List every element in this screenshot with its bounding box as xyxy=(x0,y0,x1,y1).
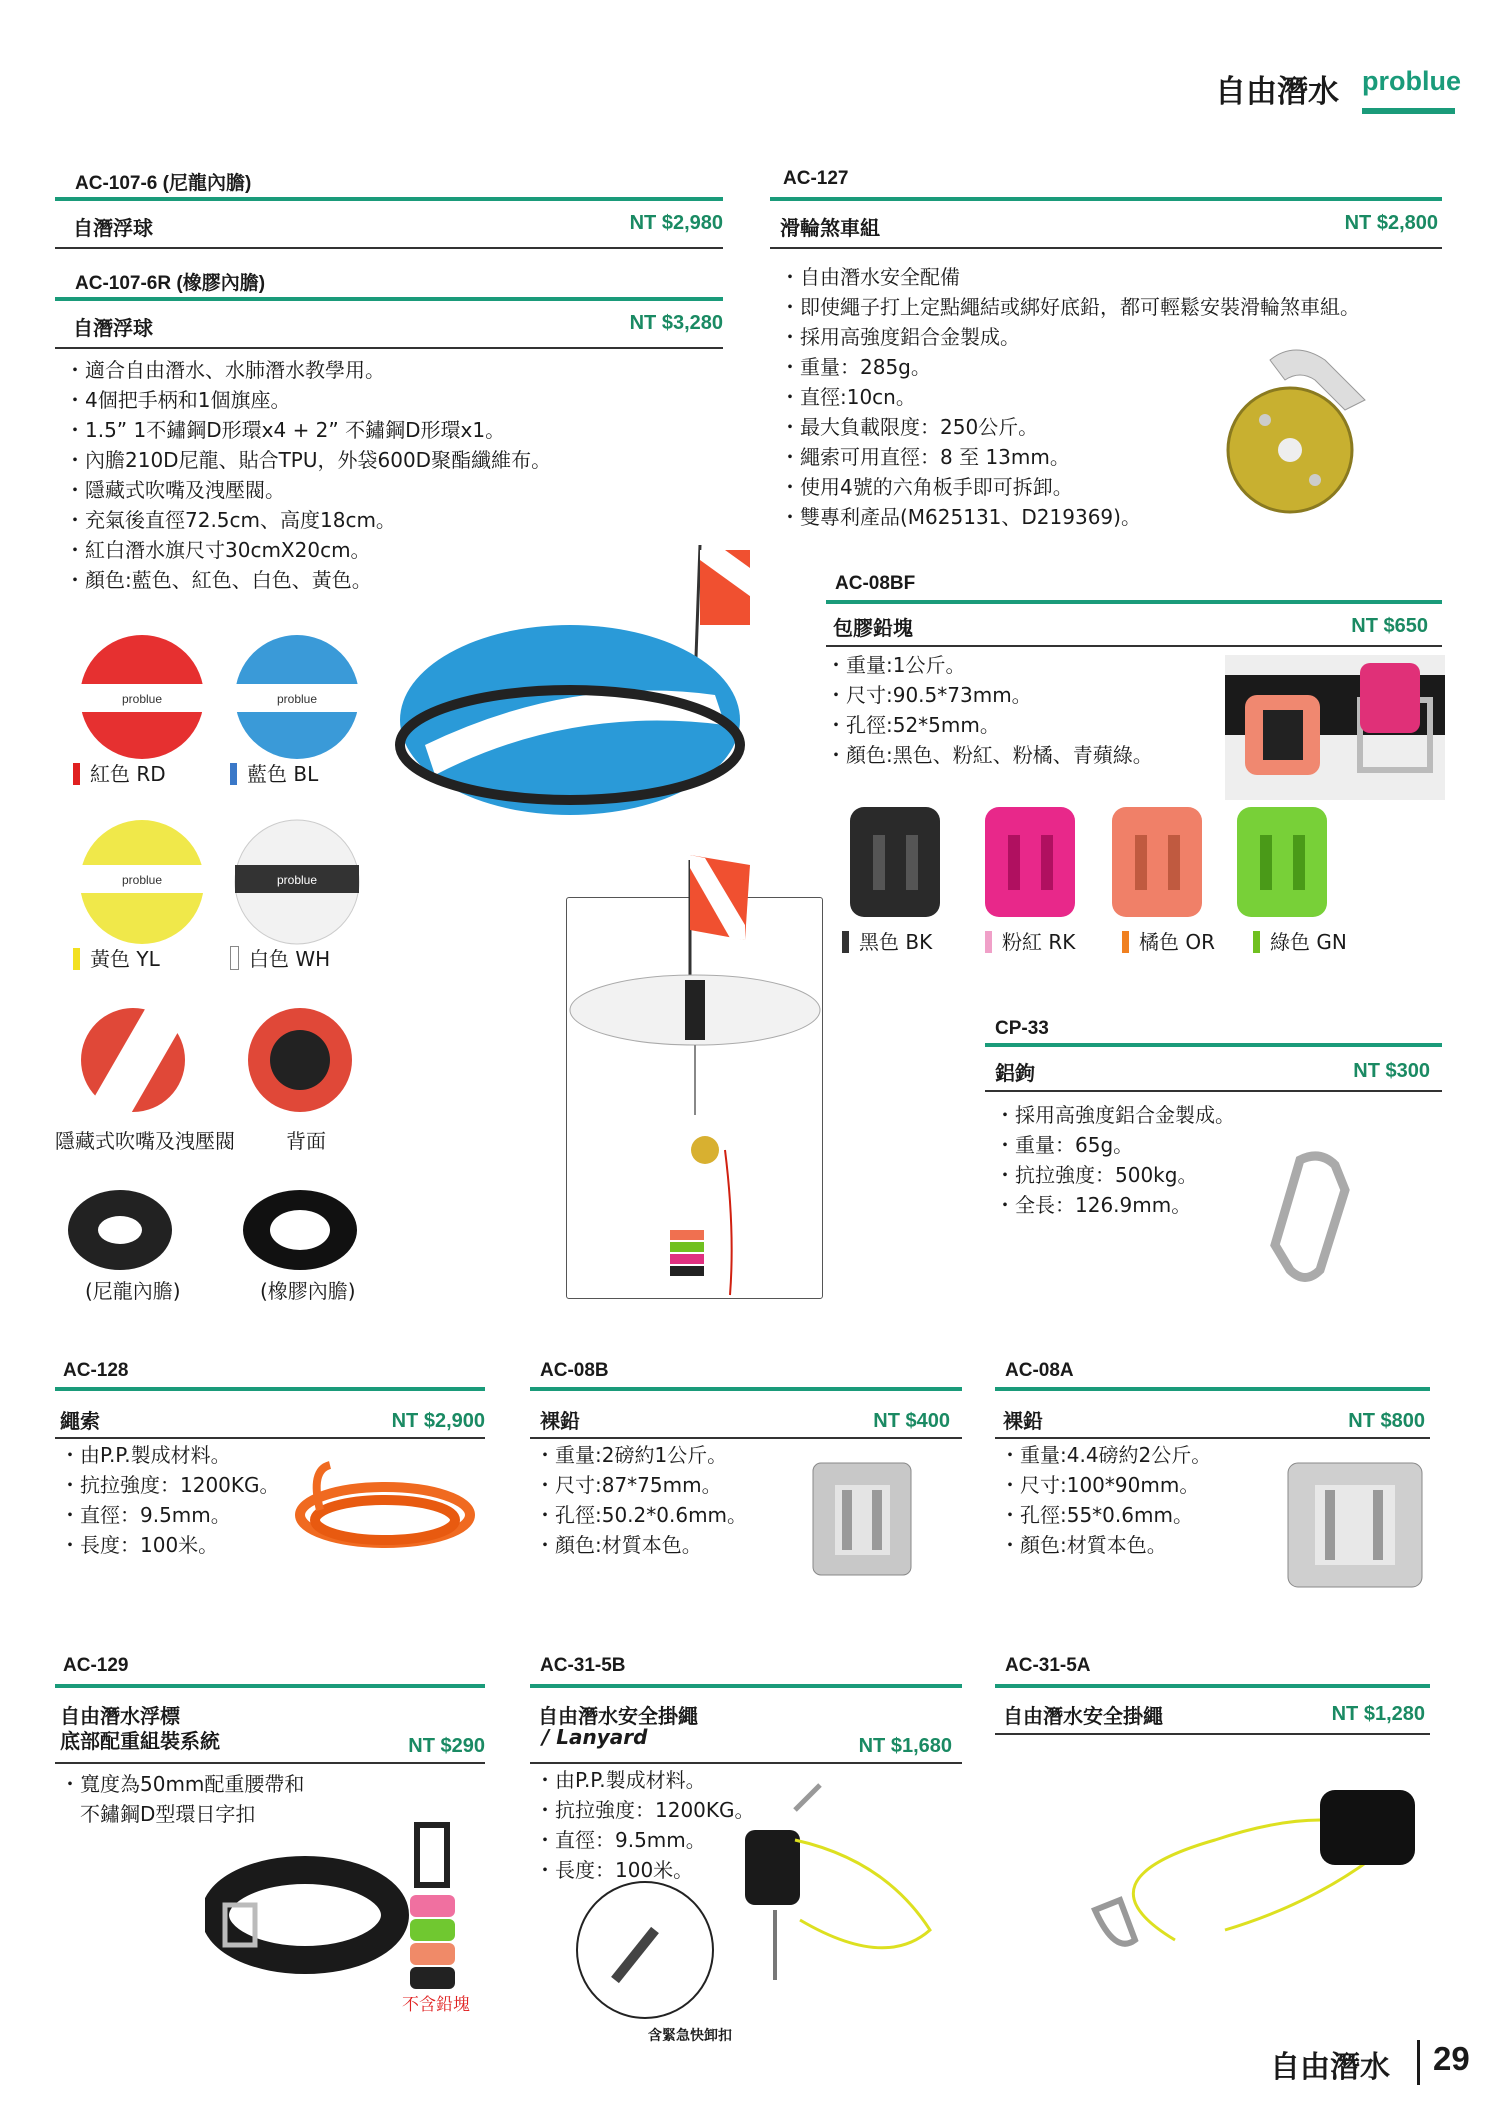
color-label-blue xyxy=(230,758,318,787)
product-code: AC-127 xyxy=(783,168,849,189)
spec-item: ・ 尺寸:87*75mm。 xyxy=(535,1470,747,1500)
note-no-weights: 不含鉛塊 xyxy=(402,1995,470,2015)
product-price: NT $1,680 xyxy=(858,1735,952,1757)
nylon-tube-image xyxy=(65,1185,175,1275)
product-name: 裸鉛 xyxy=(1003,1409,1043,1433)
product-name: 鋁鉤 xyxy=(995,1061,1035,1085)
divider xyxy=(826,600,1442,604)
caption-valve: 隱藏式吹嘴及洩壓閥 xyxy=(55,1129,235,1153)
color-label-text: 紅色 RD xyxy=(90,762,166,786)
spec-item: ・ 全長：126.9mm。 xyxy=(995,1190,1235,1220)
spec-item: ・ 由P.P.製成材料。 xyxy=(60,1440,280,1470)
product-code: AC-31-5B xyxy=(540,1655,626,1676)
weight-belt-image xyxy=(1225,655,1445,800)
spec-item: ・ 孔徑:50.2*0.6mm。 xyxy=(535,1500,747,1530)
spec-item: ・ 顏色:藍色、紅色、白色、黃色。 xyxy=(65,565,551,595)
spec-item: ・ 孔徑:55*0.6mm。 xyxy=(1000,1500,1211,1530)
footer-section-title: 自由潛水 xyxy=(1270,2050,1390,2085)
product-price: NT $2,900 xyxy=(391,1410,485,1432)
product-name: 自潛浮球 xyxy=(73,316,153,340)
divider xyxy=(55,1437,485,1439)
spec-item: ・ 直徑:10cn。 xyxy=(780,382,1360,412)
color-label-text: 黃色 YL xyxy=(90,947,160,971)
lead-weight-2lb-image xyxy=(810,1460,915,1580)
caption-nylon: (尼龍內膽) xyxy=(85,1279,181,1303)
color-label-text: 綠色 GN xyxy=(1270,930,1347,954)
caption-rubber: (橡膠內膽) xyxy=(260,1279,356,1303)
back-image xyxy=(245,1005,355,1115)
swatch xyxy=(1253,931,1260,953)
product-name: 包膠鉛塊 xyxy=(833,616,913,640)
product-price: NT $3,280 xyxy=(629,312,723,334)
spec-item: ・ 顏色:材質本色。 xyxy=(535,1530,747,1560)
caption-back: 背面 xyxy=(286,1129,326,1153)
color-label-text: 藍色 BL xyxy=(247,762,319,786)
color-label-text: 粉紅 RK xyxy=(1002,930,1076,954)
spec-item: ・ 1.5” 1不鏽鋼D形環x4 + 2” 不鏽鋼D形環x1。 xyxy=(65,415,551,445)
spec-item: ・ 隱藏式吹嘴及洩壓閥。 xyxy=(65,475,551,505)
float-white-image xyxy=(230,815,365,950)
spec-item: ・ 採用高強度鋁合金製成。 xyxy=(780,322,1360,352)
spec-item: ・ 重量:1公斤。 xyxy=(826,650,1153,680)
color-label-orange xyxy=(1122,926,1215,955)
divider xyxy=(55,1684,485,1688)
spec-item: ・ 抗拉強度：500kg。 xyxy=(995,1160,1235,1190)
color-label-text: 橘色 OR xyxy=(1139,930,1215,954)
product-price: NT $2,800 xyxy=(1344,212,1438,234)
product-code: AC-08A xyxy=(1005,1360,1074,1381)
spec-item: ・ 孔徑:52*5mm。 xyxy=(826,710,1153,740)
footer-separator xyxy=(1417,2040,1420,2085)
spec-list xyxy=(535,1440,747,1560)
spec-text: 寬度為50mm配重腰帶和 xyxy=(80,1772,305,1796)
product-code: AC-128 xyxy=(63,1360,129,1381)
spec-item: ・ 最大負載限度：250公斤。 xyxy=(780,412,1360,442)
color-label-pink xyxy=(985,926,1075,955)
weight-pink-image xyxy=(983,805,1078,920)
product-code: AC-107-6 (尼龍內膽) xyxy=(75,173,252,194)
spec-item: ・ 即使繩子打上定點繩結或綁好底鉛，都可輕鬆安裝滑輪煞車組。 xyxy=(780,292,1360,322)
divider xyxy=(55,1762,485,1764)
spec-item: ・ 使用4號的六角板手即可拆卸。 xyxy=(780,472,1360,502)
divider xyxy=(826,645,1442,647)
lead-weight-4lb-image xyxy=(1285,1460,1425,1590)
product-price: NT $300 xyxy=(1353,1060,1430,1082)
spec-item: ・寬度為50mm配重腰帶和 xyxy=(60,1772,305,1796)
divider xyxy=(995,1684,1430,1688)
color-label-green xyxy=(1253,926,1347,955)
divider xyxy=(55,197,723,201)
swatch xyxy=(230,763,237,785)
spec-item: ・ 內膽210D尼龍、貼合TPU，外袋600D聚酯纖維布。 xyxy=(65,445,551,475)
color-label-text: 白色 WH xyxy=(249,947,331,971)
note-quick-release: 含緊急快卸扣 xyxy=(648,2028,732,2044)
spec-item: ・ 4個把手柄和1個旗座。 xyxy=(65,385,551,415)
spec-item: ・ 紅白潛水旗尺寸30cmX20cm。 xyxy=(65,535,551,565)
divider xyxy=(770,247,1442,249)
spec-item: ・ 繩索可用直徑：8 至 13mm。 xyxy=(780,442,1360,472)
spec-item: ・ 直徑：9.5mm。 xyxy=(60,1500,280,1530)
svg-text:problue: problue xyxy=(276,692,318,706)
product-price: NT $400 xyxy=(873,1410,950,1432)
spec-item: ・ 顏色:材質本色。 xyxy=(1000,1530,1211,1560)
weight-green-image xyxy=(1235,805,1330,920)
pulley-brake-image xyxy=(1215,340,1375,520)
header-underline xyxy=(1362,108,1455,114)
product-name-line2: / Lanyard xyxy=(542,1725,648,1749)
product-price: NT $800 xyxy=(1348,1410,1425,1432)
spec-list xyxy=(826,650,1153,770)
divider xyxy=(770,197,1442,201)
product-code: AC-08B xyxy=(540,1360,609,1381)
color-label-red xyxy=(73,758,166,787)
brand-logo: problue xyxy=(1362,66,1461,96)
spec-item: ・ 長度：100米。 xyxy=(535,1855,755,1885)
divider xyxy=(995,1437,1430,1439)
divider xyxy=(55,247,723,249)
spec-item: ・ 直徑：9.5mm。 xyxy=(535,1825,755,1855)
spec-item: ・ 重量:2磅約1公斤。 xyxy=(535,1440,747,1470)
product-code: AC-107-6R (橡膠內膽) xyxy=(75,273,266,294)
product-name-line2: 底部配重組裝系統 xyxy=(60,1729,220,1753)
spec-item: ・ 抗拉強度：1200KG。 xyxy=(535,1795,755,1825)
svg-text:problue: problue xyxy=(121,873,163,887)
product-price: NT $290 xyxy=(408,1735,485,1757)
product-name: 自潛浮球 xyxy=(73,216,153,240)
float-main-image xyxy=(395,545,750,845)
product-name: 繩索 xyxy=(60,1409,100,1433)
spec-list xyxy=(60,1440,280,1560)
color-label-text: 黑色 BK xyxy=(859,930,933,954)
spec-item: ・ 重量：285g。 xyxy=(780,352,1360,382)
float-rig-image xyxy=(555,850,835,1300)
swatch xyxy=(842,931,849,953)
spec-item: ・ 自由潛水安全配備 xyxy=(780,262,1360,292)
spec-item: ・ 由P.P.製成材料。 xyxy=(535,1765,755,1795)
page-number: 29 xyxy=(1433,2040,1470,2077)
product-name: 裸鉛 xyxy=(540,1409,580,1433)
spec-item: ・ 抗拉強度：1200KG。 xyxy=(60,1470,280,1500)
spec-item: ・ 長度：100米。 xyxy=(60,1530,280,1560)
divider xyxy=(995,1387,1430,1391)
divider xyxy=(530,1437,962,1439)
spec-item: ・ 顏色:黑色、粉紅、粉橘、青蘋綠。 xyxy=(826,740,1153,770)
color-label-white xyxy=(230,943,330,972)
float-red-image xyxy=(75,630,210,765)
spec-item: ・ 尺寸:90.5*73mm。 xyxy=(826,680,1153,710)
product-price: NT $1,280 xyxy=(1331,1703,1425,1725)
product-code: AC-129 xyxy=(63,1655,129,1676)
product-name: 自由潛水安全掛繩 xyxy=(1003,1704,1163,1728)
product-code: CP-33 xyxy=(995,1018,1049,1039)
divider xyxy=(55,347,723,349)
header-section-title: 自由潛水 xyxy=(1215,74,1339,110)
lanyard-b-image xyxy=(555,1780,955,2030)
divider xyxy=(985,1043,1442,1047)
spec-item: ・ 重量：65g。 xyxy=(995,1130,1235,1160)
divider xyxy=(55,1387,485,1391)
spec-item: 不鏽鋼D型環日字扣 xyxy=(80,1802,256,1826)
spec-item: ・ 適合自由潛水、水肺潛水教學用。 xyxy=(65,355,551,385)
product-code: AC-08BF xyxy=(835,573,916,594)
weight-orange-image xyxy=(1110,805,1205,920)
valve-image xyxy=(78,1005,188,1115)
swatch xyxy=(1122,931,1129,953)
spec-item: ・ 採用高強度鋁合金製成。 xyxy=(995,1100,1235,1130)
swatch xyxy=(73,763,80,785)
spec-item: ・ 重量:4.4磅約2公斤。 xyxy=(1000,1440,1211,1470)
divider xyxy=(55,297,723,301)
product-name: 自由潛水安全掛繩 xyxy=(538,1704,698,1728)
swatch xyxy=(73,948,80,970)
product-code: AC-31-5A xyxy=(1005,1655,1091,1676)
divider xyxy=(530,1762,962,1764)
divider xyxy=(530,1387,962,1391)
divider xyxy=(995,1733,1430,1735)
spec-item: ・ 充氣後直徑72.5cm、高度18cm。 xyxy=(65,505,551,535)
svg-text:problue: problue xyxy=(121,692,163,706)
product-price: NT $650 xyxy=(1351,615,1428,637)
svg-text:problue: problue xyxy=(276,873,318,887)
rope-image xyxy=(290,1460,480,1570)
product-name: 滑輪煞車組 xyxy=(780,216,880,240)
spec-list xyxy=(1000,1440,1211,1560)
color-label-black xyxy=(842,926,932,955)
spec-item: ・ 雙專利產品(M625131、D219369)。 xyxy=(780,502,1360,532)
divider xyxy=(530,1684,962,1688)
lanyard-a-image xyxy=(1075,1780,1425,1965)
spec-list xyxy=(995,1100,1235,1220)
swatch xyxy=(985,931,992,953)
color-label-yellow xyxy=(73,943,160,972)
swatch xyxy=(230,946,239,970)
spec-item: ・ 尺寸:100*90mm。 xyxy=(1000,1470,1211,1500)
float-yellow-image xyxy=(75,815,210,950)
divider xyxy=(985,1090,1442,1092)
product-price: NT $2,980 xyxy=(629,212,723,234)
weight-belt-system-image xyxy=(205,1815,485,2005)
weight-black-image xyxy=(848,805,943,920)
carabiner-image xyxy=(1260,1150,1360,1285)
product-name: 自由潛水浮標 xyxy=(60,1704,180,1728)
float-blue-image xyxy=(230,630,365,765)
rubber-tube-image xyxy=(240,1185,360,1275)
